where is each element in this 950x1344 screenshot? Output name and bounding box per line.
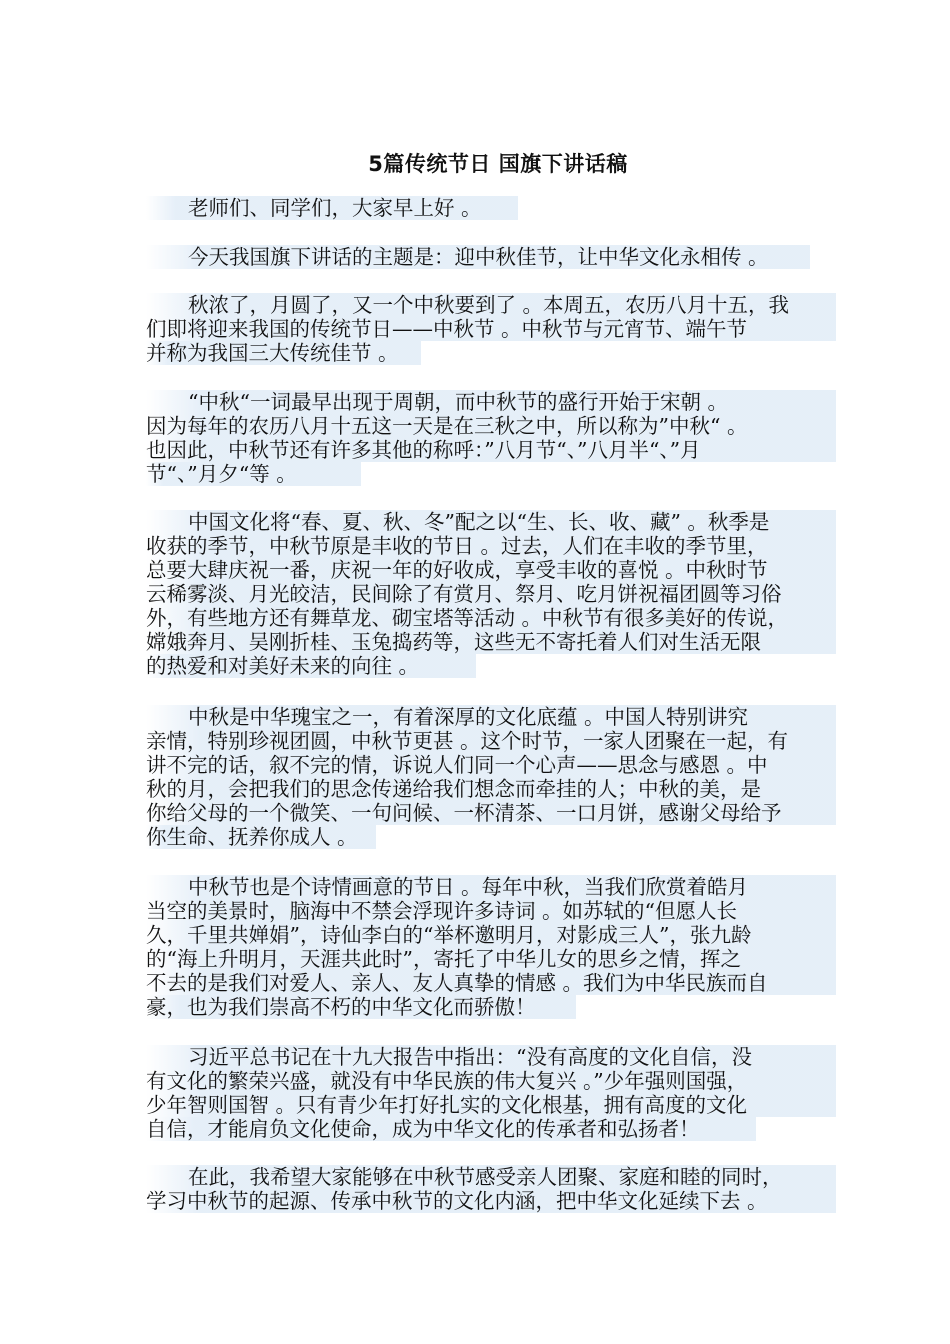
paragraph-line: 你给父母的一个微笑、一句问候、一杯清茶、一口月饼，感谢父母给予 — [146, 801, 836, 825]
paragraph-line: 节“、”月夕“等 。 — [146, 462, 361, 486]
paragraph-line: 少年智则国智 。只有青少年打好扎实的文化根基，拥有高度的文化 — [146, 1093, 836, 1117]
paragraph-line: 云稀雾淡、月光皎洁，民间除了有赏月、祭月、吃月饼祝福团圆等习俗 — [146, 582, 836, 606]
paragraph-line: 久，千里共婵娟”，诗仙李白的“举杯邀明月，对影成三人”，张九龄 — [146, 923, 836, 947]
paragraph-line: 老师们、同学们，大家早上好 。 — [146, 196, 518, 220]
paragraph-line: 不去的是我们对爱人、亲人、友人真挚的情感 。我们为中华民族而自 — [146, 971, 836, 995]
paragraph-line: 嫦娥奔月、吴刚折桂、玉兔捣药等，这些无不寄托着人们对生活无限 — [146, 630, 836, 654]
document-title: 5篇传统节日 国旗下讲话稿 — [368, 152, 628, 176]
paragraph-line: 自信，才能肩负文化使命，成为中华文化的传承者和弘扬者！ — [146, 1117, 756, 1141]
paragraph-line: 也因此，中秋节还有许多其他的称呼：”八月节“、”八月半“、”月 — [146, 438, 836, 462]
paragraph-closing — [146, 1165, 836, 1213]
paragraph-line: 收获的季节，中秋节原是丰收的节日 。过去，人们在丰收的季节里， — [146, 534, 836, 558]
paragraph-line: 秋的月，会把我们的思念传递给我们想念而牵挂的人；中秋的美，是 — [146, 777, 836, 801]
paragraph-reunion — [146, 705, 836, 849]
paragraph-line: 外，有些地方还有舞草龙、砌宝塔等活动 。中秋节有很多美好的传说， — [146, 606, 836, 630]
paragraph-line: 中秋是中华瑰宝之一，有着深厚的文化底蕴 。中国人特别讲究 — [146, 705, 836, 729]
paragraph-line: 学习中秋节的起源、传承中秋节的文化内涵，把中华文化延续下去 。 — [146, 1189, 836, 1213]
paragraph-line: 因为每年的农历八月十五这一天是在三秋之中，所以称为”中秋“ 。 — [146, 414, 836, 438]
paragraph-line: 中国文化将“春、夏、秋、冬”配之以“生、长、收、藏” 。秋季是 — [146, 510, 836, 534]
paragraph-line: 今天我国旗下讲话的主题是：迎中秋佳节，让中华文化永相传 。 — [146, 245, 810, 269]
paragraph-line: 总要大肆庆祝一番，庆祝一年的好收成，享受丰收的喜悦 。中秋时节 — [146, 558, 836, 582]
paragraph-line: 们即将迎来我国的传统节日——中秋节 。中秋节与元宵节、端午节 — [146, 317, 836, 341]
paragraph-line: 并称为我国三大传统佳节 。 — [146, 341, 421, 365]
paragraph-intro — [146, 293, 836, 365]
paragraph-topic — [146, 245, 836, 269]
paragraph-line: 习近平总书记在十九大报告中指出：“没有高度的文化自信，没 — [146, 1045, 836, 1069]
paragraph-poetry — [146, 875, 836, 1019]
paragraph-line: 当空的美景时，脑海中不禁会浮现许多诗词 。如苏轼的“但愿人长 — [146, 899, 836, 923]
paragraph-line: 讲不完的话，叙不完的情，诉说人们同一个心声——思念与感恩 。中 — [146, 753, 836, 777]
paragraph-line: 秋浓了，月圆了，又一个中秋要到了 。本周五，农历八月十五，我 — [146, 293, 836, 317]
paragraph-line: 豪，也为我们崇高不朽的中华文化而骄傲！ — [146, 995, 576, 1019]
paragraph-line: 的热爱和对美好未来的向往 。 — [146, 654, 476, 678]
paragraph-line: 有文化的繁荣兴盛，就没有中华民族的伟大复兴 。”少年强则国强， — [146, 1069, 836, 1093]
paragraph-confidence — [146, 1045, 836, 1141]
paragraph-line: 亲情，特别珍视团圆，中秋节更甚 。这个时节，一家人团聚在一起，有 — [146, 729, 836, 753]
paragraph-harvest — [146, 510, 836, 678]
paragraph-line: “中秋“一词最早出现于周朝，而中秋节的盛行开始于宋朝 。 — [146, 390, 836, 414]
paragraph-origin — [146, 390, 836, 486]
paragraph-line: 中秋节也是个诗情画意的节日 。每年中秋，当我们欣赏着皓月 — [146, 875, 836, 899]
paragraph-greeting — [146, 196, 836, 220]
paragraph-line: 的“海上升明月，天涯共此时”，寄托了中华儿女的思乡之情，挥之 — [146, 947, 836, 971]
paragraph-line: 在此，我希望大家能够在中秋节感受亲人团聚、家庭和睦的同时， — [146, 1165, 836, 1189]
paragraph-line: 你生命、抚养你成人 。 — [146, 825, 376, 849]
